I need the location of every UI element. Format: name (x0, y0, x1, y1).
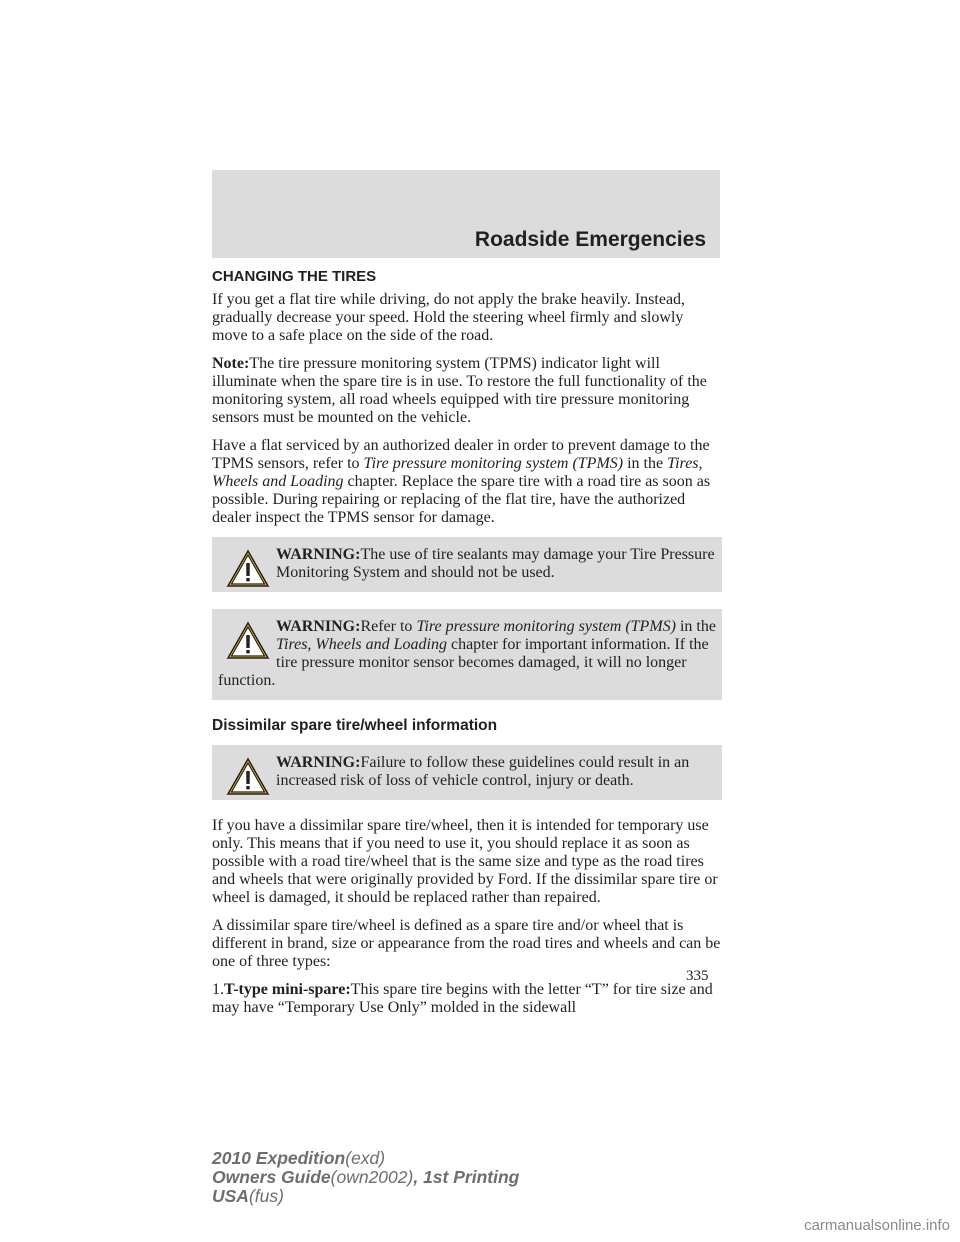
warning-triangle-icon (226, 756, 270, 798)
warning-text (218, 546, 716, 582)
paragraph-service (212, 437, 722, 527)
warning-body-c: chapter for important information. If the tire pressure monitor sensor becomes damaged, it will no longer function. (218, 636, 709, 689)
paragraph-note (212, 355, 722, 427)
warning-label: WARNING: (276, 618, 361, 635)
warning-triangle-icon (226, 620, 270, 662)
warning-box-sealants (212, 537, 722, 592)
warning-body-a: Refer to (360, 618, 417, 635)
footer-market: USA (212, 1186, 249, 1206)
page-number: 335 (686, 968, 709, 984)
footer-line-guide (212, 1168, 519, 1187)
service-text-b: in the (623, 455, 668, 472)
service-ref-tpms: Tire pressure monitoring system (TPMS) (363, 455, 624, 472)
footer-line-model (212, 1149, 519, 1168)
warning-ref-tpms: Tire pressure monitoring system (TPMS) (416, 618, 676, 635)
warning-body: Failure to follow these guidelines could result in an increased risk of loss of vehicle control, injury or death. (276, 754, 690, 789)
warning-body: The use of tire sealants may damage your Tire Pressure Monitoring System and should not be used. (276, 546, 715, 581)
list-item-t-type (212, 981, 722, 1017)
footer-market-code: (fus) (248, 1186, 284, 1206)
warning-body-b: in the (675, 618, 716, 635)
watermark: carmanualsonline.info (804, 1217, 950, 1234)
warning-box-guidelines (212, 745, 722, 800)
note-text: The tire pressure monitoring system (TPMS) indicator light will illuminate when the spare tire is in use. To restore the full functionality of the monitoring system, all road wheels equipped with tire pressure monitoring sensors must be mounted on the vehicle. (212, 355, 707, 426)
warning-label: WARNING: (276, 754, 361, 771)
footer-model: 2010 Expedition (212, 1148, 346, 1168)
footer-printing: , 1st Printing (413, 1167, 520, 1187)
chapter-title: Roadside Emergencies (474, 228, 706, 251)
list-number: 1. (212, 981, 224, 998)
footer-guide-code: (own2002) (330, 1167, 414, 1187)
warning-label: WARNING: (276, 546, 361, 563)
print-footer (212, 1149, 519, 1206)
chapter-header-band (212, 170, 720, 258)
service-ref-chapter: Tires, Wheels and Loading (212, 455, 703, 490)
page-content (212, 268, 722, 1027)
section-heading: CHANGING THE TIRES (212, 268, 377, 285)
service-text-c: chapter. Replace the spare tire with a road tire as soon as possible. During repairing or replacing of the flat tire, have the authorized dealer inspect the TPMS sensor for damage. (212, 473, 711, 526)
warning-ref-chapter: Tires, Wheels and Loading (276, 636, 447, 653)
warning-text (218, 618, 716, 690)
warning-triangle-icon (226, 548, 270, 590)
list-item-text: This spare tire begins with the letter “T” for tire size and may have “Temporary Use Only” molded in the sidewall (212, 981, 713, 1016)
footer-guide: Owners Guide (212, 1167, 331, 1187)
warning-text (218, 754, 716, 790)
note-label: Note: (212, 355, 250, 372)
warning-box-tpms (212, 609, 722, 700)
paragraph-flat-tire: If you get a flat tire while driving, do not apply the brake heavily. Instead, gradually decrease your speed. Hold the steering wheel firmly and slowly move to a safe place on the side of the road. (212, 291, 686, 344)
paragraph-dissimilar-use: If you have a dissimilar spare tire/wheel, then it is intended for temporary use only. This means that if you need to use it, you should replace it as soon as possible with a road tire/wheel that is the same size and type as the road tires and wheels that were originally provided by Ford. If the dissimilar spare tire or wheel is damaged, it should be replaced rather than repaired. (212, 817, 718, 906)
footer-model-code: (exd) (345, 1148, 386, 1168)
subsection-heading: Dissimilar spare tire/wheel information (212, 717, 498, 734)
paragraph-dissimilar-definition: A dissimilar spare tire/wheel is defined as a spare tire and/or wheel that is different in brand, size or appearance from the road tires and wheels and can be one of three types: (212, 917, 721, 970)
service-text-a: Have a flat serviced by an authorized dealer in order to prevent damage to the TPMS sensors, refer to (212, 437, 710, 472)
list-item-label: T-type mini-spare: (224, 981, 351, 998)
footer-line-market (212, 1187, 519, 1206)
